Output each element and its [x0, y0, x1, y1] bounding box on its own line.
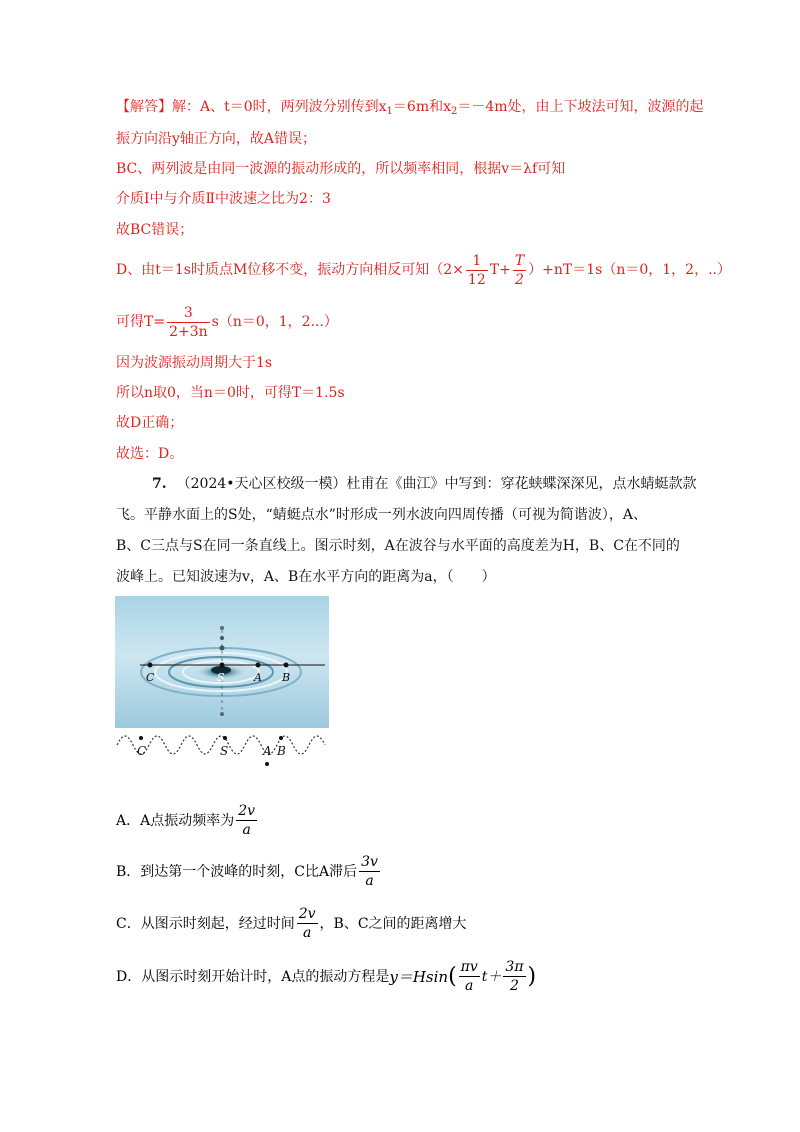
option-a-fraction: $\frac{2v}{a}$: [238, 802, 256, 838]
wave-label-a: A: [263, 744, 272, 758]
answer-line-10: 故D正确；: [116, 415, 184, 431]
fraction-period: $\frac{3}{2+3n}$: [169, 304, 208, 340]
option-d-equation: y＝Hsin: [389, 967, 449, 986]
right-paren: ): [527, 963, 537, 989]
wave-label-c: C: [137, 744, 147, 758]
question-line-3: B、C三点与S在同一条直线上。图示时刻，A在波谷与水平面的高度差为H，B、C在不同的: [116, 538, 680, 554]
answer-line-11: 故选：D。: [116, 446, 184, 462]
fraction-T-2: $\frac{T}{2}$: [514, 252, 525, 288]
left-paren: (: [448, 963, 457, 989]
answer-line-1: 【解答】解：A、t＝0时，两列波分别传到$x_1=6m$和$x_2=-4m$处，由上下坡法可知，波源的起: [116, 99, 704, 117]
answer-line-8: 因为波源振动周期大于1s: [116, 355, 273, 371]
option-b-fraction: $\frac{3v}{a}$: [361, 853, 378, 889]
option-d-fraction-1: $\frac{\pi v}{a}$: [460, 958, 478, 994]
option-c[interactable]: C．从图示时刻起，经过时间 $\frac{2v}{a}$ ，B、C之间的距离增大: [116, 905, 467, 941]
answer-line-7: 可得T= $\frac{3}{2+3n}$ s（n＝0，1，2...）: [116, 304, 338, 340]
wave-diagram: [115, 730, 330, 775]
option-d[interactable]: D．从图示时刻开始计时，A点的振动方程是 y＝Hsin ( $\frac{\pi v}{a}$ t＋ $\frac{3\pi}{2}$ ): [116, 958, 537, 994]
option-d-fraction-2: $\frac{3\pi}{2}$: [505, 958, 524, 994]
answer-tag: 【解答】: [116, 99, 172, 115]
answer-line-9: 所以n取0，当n＝0时，可得T＝1.5s: [116, 385, 345, 401]
wave-label-b: B: [277, 744, 286, 758]
answer-line-5: 故BC错误；: [116, 222, 194, 238]
fraction-1-12: $\frac{1}{12}$: [467, 252, 486, 288]
option-b[interactable]: B．到达第一个波峰的时刻，C比A滞后 $\frac{3v}{a}$: [116, 853, 378, 889]
photo-label-s: S: [217, 671, 225, 684]
water-ripple-photo: [115, 596, 329, 728]
answer-line-6: D、由t＝1s时质点M位移不变，振动方向相反可知（2× $\frac{1}{12}$ T+ $\frac{T}{2}$ ）+nT＝1s（n＝0，1，2，..）: [116, 252, 731, 288]
wave-label-s: S: [220, 744, 229, 758]
question-line-4: 波峰上。已知波速为v，A、B在水平方向的距离为a，（ ）: [116, 569, 496, 585]
answer-line-3: BC、两列波是由同一波源的振动形成的，所以频率相同，根据v＝λf可知: [116, 161, 566, 177]
answer-line-2: 振方向沿y轴正方向，故A错误；: [116, 131, 317, 147]
question-number: 7.: [152, 476, 167, 492]
option-c-fraction: $\frac{2v}{a}$: [298, 905, 316, 941]
option-a[interactable]: A．A点振动频率为 $\frac{2v}{a}$: [116, 802, 256, 838]
photo-label-c: C: [146, 671, 155, 684]
photo-label-a: A: [254, 671, 262, 684]
question-line-2: 飞。平静水面上的S处，“蜻蜓点水”时形成一列水波向四周传播（可视为简谐波），A、: [116, 507, 648, 523]
photo-label-b: B: [282, 671, 291, 684]
question-line-1: 7. （2024•天心区校级一模）杜甫在《曲江》中写到：穿花蛱蝶深深见，点水蜻蜓款款: [152, 476, 697, 492]
answer-line-4: 介质Ⅰ中与介质Ⅱ中波速之比为2：3: [116, 191, 331, 207]
